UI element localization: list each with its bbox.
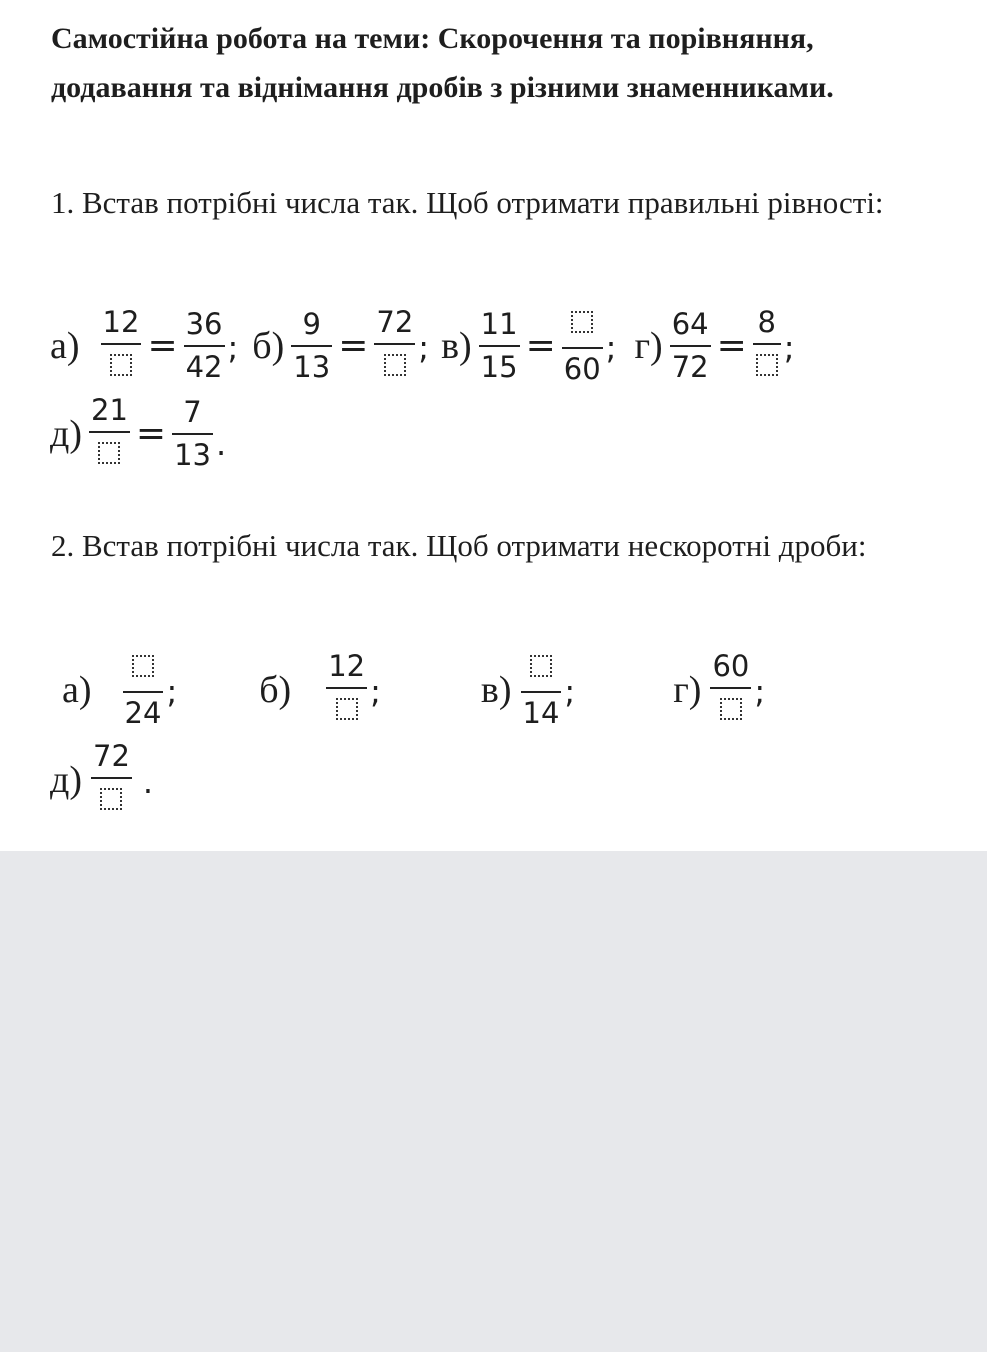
right-fraction xyxy=(184,307,225,384)
item-label: б) xyxy=(252,325,285,367)
equals-sign: = xyxy=(338,325,369,366)
separator: ; xyxy=(754,673,766,711)
item-label: в) xyxy=(480,669,512,711)
task-2-item-2 xyxy=(259,649,381,728)
task-1-item-3 xyxy=(441,308,616,384)
task-1-prompt: 1. Встав потрібні числа так. Щоб отримати правильні рівності: xyxy=(51,185,884,220)
separator: ; xyxy=(418,329,430,367)
blank-box[interactable] xyxy=(100,788,122,810)
item-label: г) xyxy=(673,669,702,711)
denominator xyxy=(95,433,123,472)
denominator: 14 xyxy=(522,696,560,730)
fraction xyxy=(123,652,164,728)
left-fraction xyxy=(101,305,142,384)
task-1-row-2 xyxy=(50,393,228,472)
item-label: в) xyxy=(441,325,472,367)
fraction xyxy=(326,649,367,728)
task-1-item-2 xyxy=(252,305,430,384)
task-2-row-2 xyxy=(50,739,154,818)
equals-sign: = xyxy=(135,413,167,454)
numerator: 11 xyxy=(480,307,518,341)
left-fraction xyxy=(479,307,520,384)
denominator: 42 xyxy=(185,350,223,384)
task-1-row-1 xyxy=(50,305,795,386)
item-label: а) xyxy=(50,325,80,367)
task-2-prompt: 2. Встав потрібні числа так. Щоб отримати нескоротні дроби: xyxy=(51,528,867,563)
task-2-item-5 xyxy=(50,739,154,818)
equals-sign: = xyxy=(147,325,178,366)
task-2-item-1 xyxy=(62,652,177,728)
numerator: 8 xyxy=(757,305,776,339)
denominator xyxy=(97,779,125,818)
denominator xyxy=(333,689,361,728)
denominator: 13 xyxy=(293,350,331,384)
blank-box[interactable] xyxy=(530,655,552,677)
blank-box[interactable] xyxy=(336,698,358,720)
numerator: 36 xyxy=(185,307,223,341)
document-title: Самостійна робота на теми: Скорочення та порівняння, додавання та віднімання дробів з різними знаменниками. xyxy=(51,22,834,104)
numerator xyxy=(527,652,555,691)
numerator: 72 xyxy=(93,739,130,773)
blank-box[interactable] xyxy=(571,311,593,333)
right-fraction xyxy=(374,305,415,384)
right-fraction xyxy=(753,305,781,384)
denominator: 24 xyxy=(124,696,162,730)
left-fraction xyxy=(291,307,332,384)
separator: ; xyxy=(564,673,576,711)
numerator: 9 xyxy=(302,307,321,341)
right-fraction xyxy=(562,308,603,384)
numerator: 64 xyxy=(671,307,709,341)
blank-box[interactable] xyxy=(384,354,406,376)
blank-box[interactable] xyxy=(98,442,120,464)
item-label: а) xyxy=(62,669,92,711)
blank-box[interactable] xyxy=(756,354,778,376)
blank-box[interactable] xyxy=(720,698,742,720)
numerator: 60 xyxy=(712,649,750,683)
denominator: 60 xyxy=(563,352,601,386)
numerator xyxy=(129,652,157,691)
separator: . xyxy=(215,425,227,463)
task-2-item-3 xyxy=(481,652,575,728)
separator: ; xyxy=(227,329,239,367)
separator: ; xyxy=(783,329,795,367)
fraction xyxy=(521,652,562,728)
left-fraction xyxy=(670,307,711,384)
task-1-item-4 xyxy=(634,305,795,384)
equals-sign: = xyxy=(716,325,747,366)
numerator xyxy=(568,308,596,347)
numerator: 72 xyxy=(376,305,414,339)
numerator: 7 xyxy=(183,395,202,429)
task-1-item-1 xyxy=(50,305,239,384)
denominator xyxy=(381,345,409,384)
denominator: 72 xyxy=(671,350,709,384)
right-fraction xyxy=(172,395,213,472)
separator: ; xyxy=(370,673,381,711)
numerator: 12 xyxy=(102,305,140,339)
blank-box[interactable] xyxy=(110,354,132,376)
numerator: 21 xyxy=(91,393,128,427)
task-2-row-1 xyxy=(62,649,766,730)
separator: . xyxy=(142,763,154,801)
left-fraction xyxy=(89,393,130,472)
denominator xyxy=(753,345,781,384)
blank-box[interactable] xyxy=(132,655,154,677)
item-label: д) xyxy=(50,759,82,801)
denominator: 15 xyxy=(480,350,518,384)
fraction xyxy=(91,739,132,818)
item-label: д) xyxy=(50,413,82,455)
fraction xyxy=(710,649,751,728)
item-label: б) xyxy=(259,669,292,711)
item-label: г) xyxy=(634,325,663,367)
denominator xyxy=(717,689,745,728)
denominator: 13 xyxy=(174,438,211,472)
numerator: 12 xyxy=(328,649,366,683)
denominator xyxy=(107,345,135,384)
task-2-item-4 xyxy=(673,649,766,728)
equals-sign: = xyxy=(525,325,556,366)
separator: ; xyxy=(166,673,178,711)
separator: ; xyxy=(605,329,617,367)
task-1-item-5 xyxy=(50,393,228,472)
